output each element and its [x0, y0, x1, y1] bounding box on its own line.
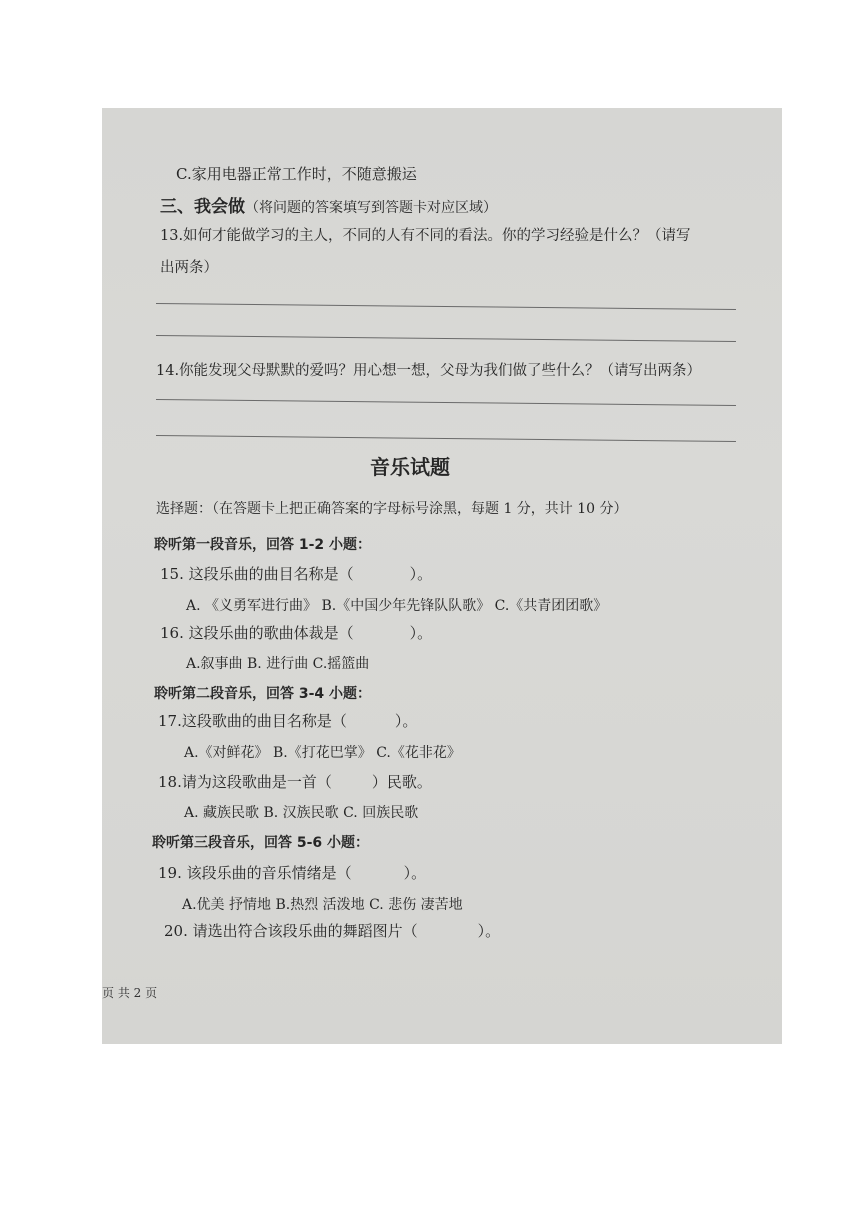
question-16	[160, 622, 432, 643]
answer-line-14-1	[156, 399, 736, 406]
choice-instruction: 选择题：（在答题卡上把正确答案的字母标号涂黑，每题 1 分，共计 10 分）	[156, 501, 628, 517]
question-16-options: A.叙事曲 B. 进行曲 C.摇篮曲	[186, 656, 370, 672]
question-14: 14.你能发现父母默默的爱吗？用心想一想，父母为我们做了些什么？（请写出两条）	[156, 363, 702, 379]
question-17-stem: 17.这段歌曲的曲目名称是（	[158, 712, 347, 730]
question-17-options: A.《对鲜花》 B.《打花巴掌》 C.《花非花》	[184, 745, 461, 761]
question-13-line2: 出两条）	[160, 260, 218, 276]
question-19-close: ）。	[403, 864, 427, 882]
question-20-close: ）。	[477, 922, 501, 940]
previous-option-c: C.家用电器正常工作时，不随意搬运	[176, 165, 417, 183]
section-3-instruction: （将问题的答案填写到答题卡对应区域）	[245, 200, 497, 216]
scanned-page	[102, 108, 782, 1044]
question-18	[158, 771, 432, 792]
question-15-options: A. 《义勇军进行曲》 B.《中国少年先锋队队歌》 C.《共青团团歌》	[186, 598, 608, 614]
listening-group-3: 聆听第三段音乐，回答 5-6 小题：	[152, 835, 370, 851]
question-19-stem: 19. 该段乐曲的音乐情绪是（	[158, 864, 352, 882]
page-footer: 页 共 2 页	[102, 986, 158, 1000]
listening-group-2: 聆听第二段音乐，回答 3-4 小题：	[154, 686, 372, 702]
question-20-stem: 20. 请选出符合该段乐曲的舞蹈图片（	[164, 922, 418, 940]
section-3-header	[160, 192, 497, 217]
question-19-options: A.优美 抒情地 B.热烈 活泼地 C. 悲伤 凄苦地	[182, 897, 463, 913]
answer-line-13-2	[156, 335, 736, 342]
section-3-heading: 三、我会做	[160, 197, 245, 217]
music-exam-title: 音乐试题	[370, 455, 450, 479]
question-20	[164, 920, 500, 941]
question-18-close: ）民歌。	[371, 773, 432, 791]
question-16-stem: 16. 这段乐曲的歌曲体裁是（	[160, 624, 354, 642]
question-18-stem: 18.请为这段歌曲是一首（	[158, 773, 332, 791]
question-16-close: ）。	[409, 624, 433, 642]
answer-line-13-1	[156, 303, 736, 310]
question-17	[158, 710, 417, 731]
question-18-options: A. 藏族民歌 B. 汉族民歌 C. 回族民歌	[184, 805, 419, 821]
question-13-line1: 13.如何才能做学习的主人，不同的人有不同的看法。你的学习经验是什么？（请写	[160, 228, 691, 244]
question-15-close: ）。	[409, 565, 433, 583]
question-19	[158, 862, 426, 883]
question-17-close: ）。	[394, 712, 418, 730]
question-15	[160, 563, 432, 584]
question-15-stem: 15. 这段乐曲的曲目名称是（	[160, 565, 354, 583]
listening-group-1: 聆听第一段音乐，回答 1-2 小题：	[154, 537, 372, 553]
answer-line-14-2	[156, 435, 736, 442]
